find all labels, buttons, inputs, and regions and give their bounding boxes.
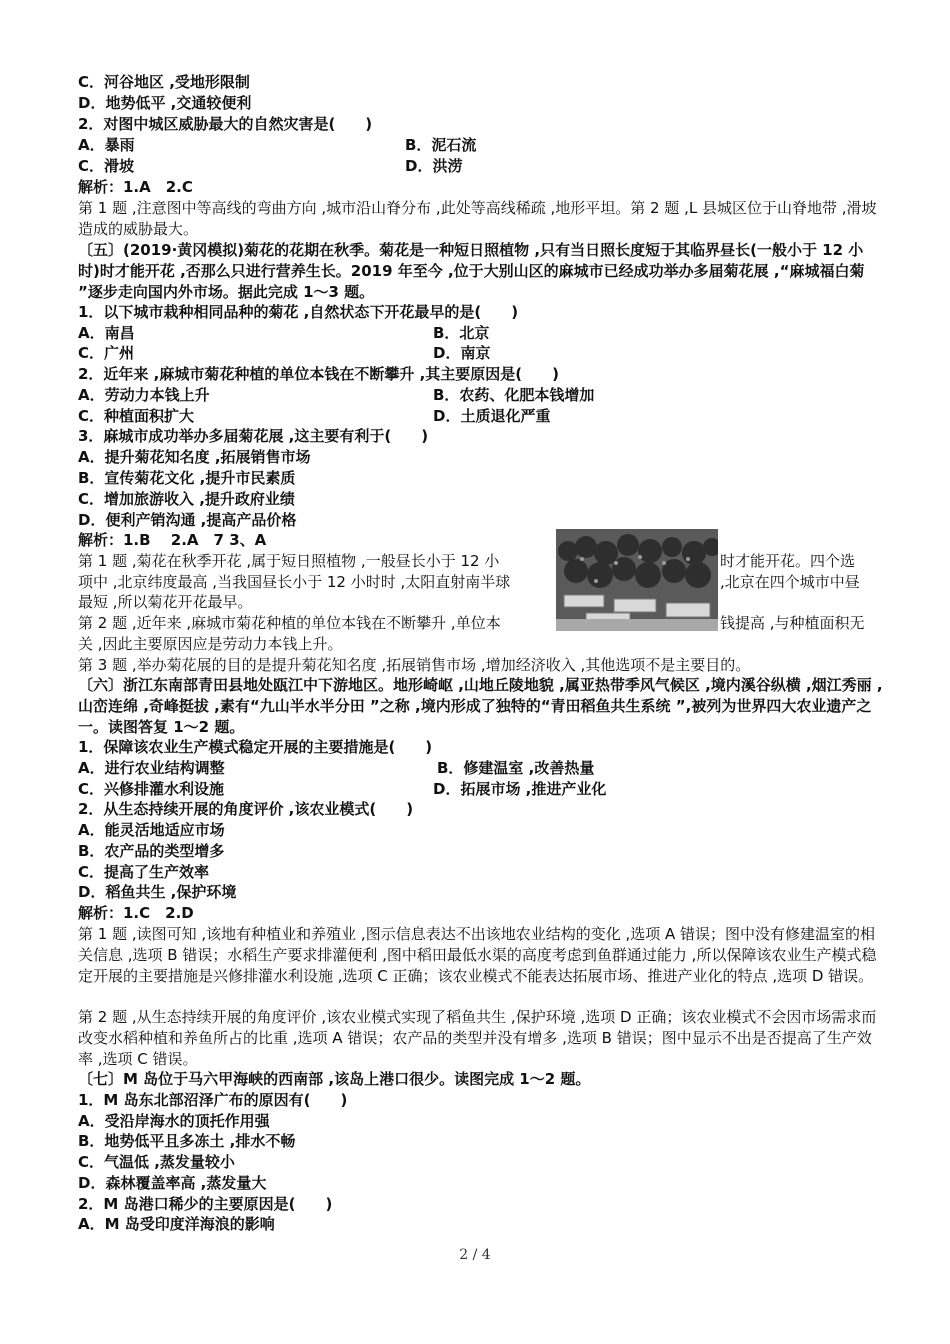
option-d: D．森林覆盖率高 ,蒸发量大 — [78, 1174, 267, 1192]
section-six-intro: 〔六〕浙江东南部青田县地处瓯江中下游地区。地形崎岖 ,山地丘陵地貌 ,属亚热带季风气候区 ,境内溪谷纵横 ,烟江秀丽 ,山峦连绵 ,奇峰挺拔 ,素有“九山半水半分田 ”之称 ,境内形成了独特的“青田稻鱼共生系统 ”,被列为世界四大农业遗产之一。读图答复 1～2 题。 — [78, 676, 883, 736]
question-line: 2．从生态持续开展的角度评价 ,该农业模式( ) — [78, 800, 414, 818]
option-a: A．提升菊花知名度 ,拓展销售市场 — [78, 448, 311, 466]
explanation-line: 关 ,因此主要原因应是劳动力本钱上升。 — [78, 635, 343, 653]
explanation-line: 第 1 题 ,菊花在秋季开花 ,属于短日照植物 ,一般昼长小于 12 小 — [78, 552, 500, 570]
option-b: B．北京 — [433, 324, 490, 342]
question-line: 1．保障该农业生产模式稳定开展的主要措施是( ) — [78, 738, 433, 756]
chrysanthemum-field-photo — [556, 529, 718, 631]
option-b: B．农产品的类型增多 — [78, 842, 225, 860]
question-line: 2．M 岛港口稀少的主要原因是( ) — [78, 1195, 333, 1213]
option-c: C．提高了生产效率 — [78, 863, 210, 881]
option-c: C．滑坡 — [78, 157, 135, 175]
option-line: C．河谷地区 ,受地形限制 — [78, 73, 250, 91]
option-a: A．南昌 — [78, 324, 135, 342]
explanation-line: 最短 ,所以菊花开花最早。 — [78, 593, 253, 611]
option-b: B．泥石流 — [405, 136, 477, 154]
option-b: B．地势低平且多冻土 ,排水不畅 — [78, 1132, 296, 1150]
option-c: C．种植面积扩大 — [78, 407, 195, 425]
option-d: D．稻鱼共生 ,保护环境 — [78, 883, 237, 901]
section-seven-intro: 〔七〕M 岛位于马六甲海峡的西南部 ,该岛上港口很少。读图完成 1～2 题。 — [78, 1070, 591, 1088]
option-a: A．M 岛受印度洋海浪的影响 — [78, 1215, 275, 1233]
answer-line: 解析：1.C 2.D — [78, 904, 194, 922]
option-d: D．拓展市场 ,推进产业化 — [433, 780, 607, 798]
explanation-line: 第 3 题 ,举办菊花展的目的是提升菊花知名度 ,拓展销售市场 ,增加经济收入 ,其他选项不是主要目的。 — [78, 656, 751, 674]
option-d: D．洪涝 — [405, 157, 463, 175]
explanation-line: 钱提高 ,与种植面积无 — [720, 614, 865, 632]
answer-line: 解析：1.A 2.C — [78, 178, 193, 196]
question-line: 1．以下城市栽种相同品种的菊花 ,自然状态下开花最早的是( ) — [78, 303, 519, 321]
explanation-paragraph: 第 1 题 ,注意图中等高线的弯曲方向 ,城市沿山脊分布 ,此处等高线稀疏 ,地形平坦。第 2 题 ,L 县城区位于山脊地带 ,滑坡造成的威胁最大。 — [78, 199, 877, 238]
option-c: C．广州 — [78, 344, 135, 362]
question-line: 2．对图中城区威胁最大的自然灾害是( ) — [78, 115, 373, 133]
question-line: 2．近年来 ,麻城市菊花种植的单位本钱在不断攀升 ,其主要原因是( ) — [78, 365, 559, 383]
option-b: B．农药、化肥本钱增加 — [433, 386, 595, 404]
option-a: A．劳动力本钱上升 — [78, 386, 210, 404]
option-a: A．进行农业结构调整 — [78, 759, 225, 777]
option-b: B．修建温室 ,改善热量 — [437, 759, 595, 777]
explanation-line: 时才能开花。四个选 — [720, 552, 856, 570]
section-five-intro: 〔五〕(2019·黄冈模拟)菊花的花期在秋季。菊花是一种短日照植物 ,只有当日照长度短于其临界昼长(一般小于 12 小时)时才能开花 ,否那么只进行营养生长。2019 年至今 ,位于大别山区的麻城市已经成功举办多届菊花展 ,“麻城福白菊 ”逐步走向国内外市场。据此完成 1～3 题。 — [78, 241, 865, 301]
explanation-line: ,北京在四个城市中昼 — [720, 573, 860, 591]
page-number: 2 / 4 — [459, 1247, 491, 1263]
option-a: A．能灵活地适应市场 — [78, 821, 225, 839]
option-c: C．气温低 ,蒸发量较小 — [78, 1153, 235, 1171]
option-b: B．宣传菊花文化 ,提升市民素质 — [78, 469, 296, 487]
explanation-line: 第 2 题 ,近年来 ,麻城市菊花种植的单位本钱在不断攀升 ,单位本 — [78, 614, 501, 632]
question-line: 1．M 岛东北部沼泽广布的原因有( ) — [78, 1091, 348, 1109]
question-line: 3．麻城市成功举办多届菊花展 ,这主要有利于( ) — [78, 427, 429, 445]
answer-line: 解析：1.B 2.A 7 3、A — [78, 531, 267, 549]
option-line: D．地势低平 ,交通较便利 — [78, 94, 252, 112]
option-a: A．暴雨 — [78, 136, 135, 154]
option-a: A．受沿岸海水的顶托作用强 — [78, 1112, 270, 1130]
explanation-paragraph: 第 2 题 ,从生态持续开展的角度评价 ,该农业模式实现了稻鱼共生 ,保护环境 ,选项 D 正确；该农业模式不会因市场需求而改变水稻种植和养鱼所占的比重 ,选项 A 错误；农产品的类型并没有增多 ,选项 B 错误；图中显示不出是否提高了生产效率 ,选项 C 错误。 — [78, 1008, 877, 1068]
option-c: C．兴修排灌水利设施 — [78, 780, 225, 798]
option-d: D．土质退化严重 — [433, 407, 551, 425]
option-d: D．南京 — [433, 344, 491, 362]
option-d: D．便利产销沟通 ,提高产品价格 — [78, 511, 297, 529]
explanation-line: 项中 ,北京纬度最高 ,当我国昼长小于 12 小时时 ,太阳直射南半球 — [78, 573, 511, 591]
explanation-paragraph: 第 1 题 ,读图可知 ,该地有种植业和养殖业 ,图示信息表达不出该地农业结构的变化 ,选项 A 错误；图中没有修建温室的相关信息 ,选项 B 错误；水稻生产要求排灌便利 ,图中稻田最低水渠的高度考虑到鱼群通过能力 ,所以保障该农业生产模式稳定开展的主要措施是兴修排灌水利设施 ,选项 C 正确；该农业模式不能表达拓展市场、推进产业化的特点 ,选项 D 错误。 — [78, 925, 877, 985]
option-c: C．增加旅游收入 ,提升政府业绩 — [78, 490, 295, 508]
